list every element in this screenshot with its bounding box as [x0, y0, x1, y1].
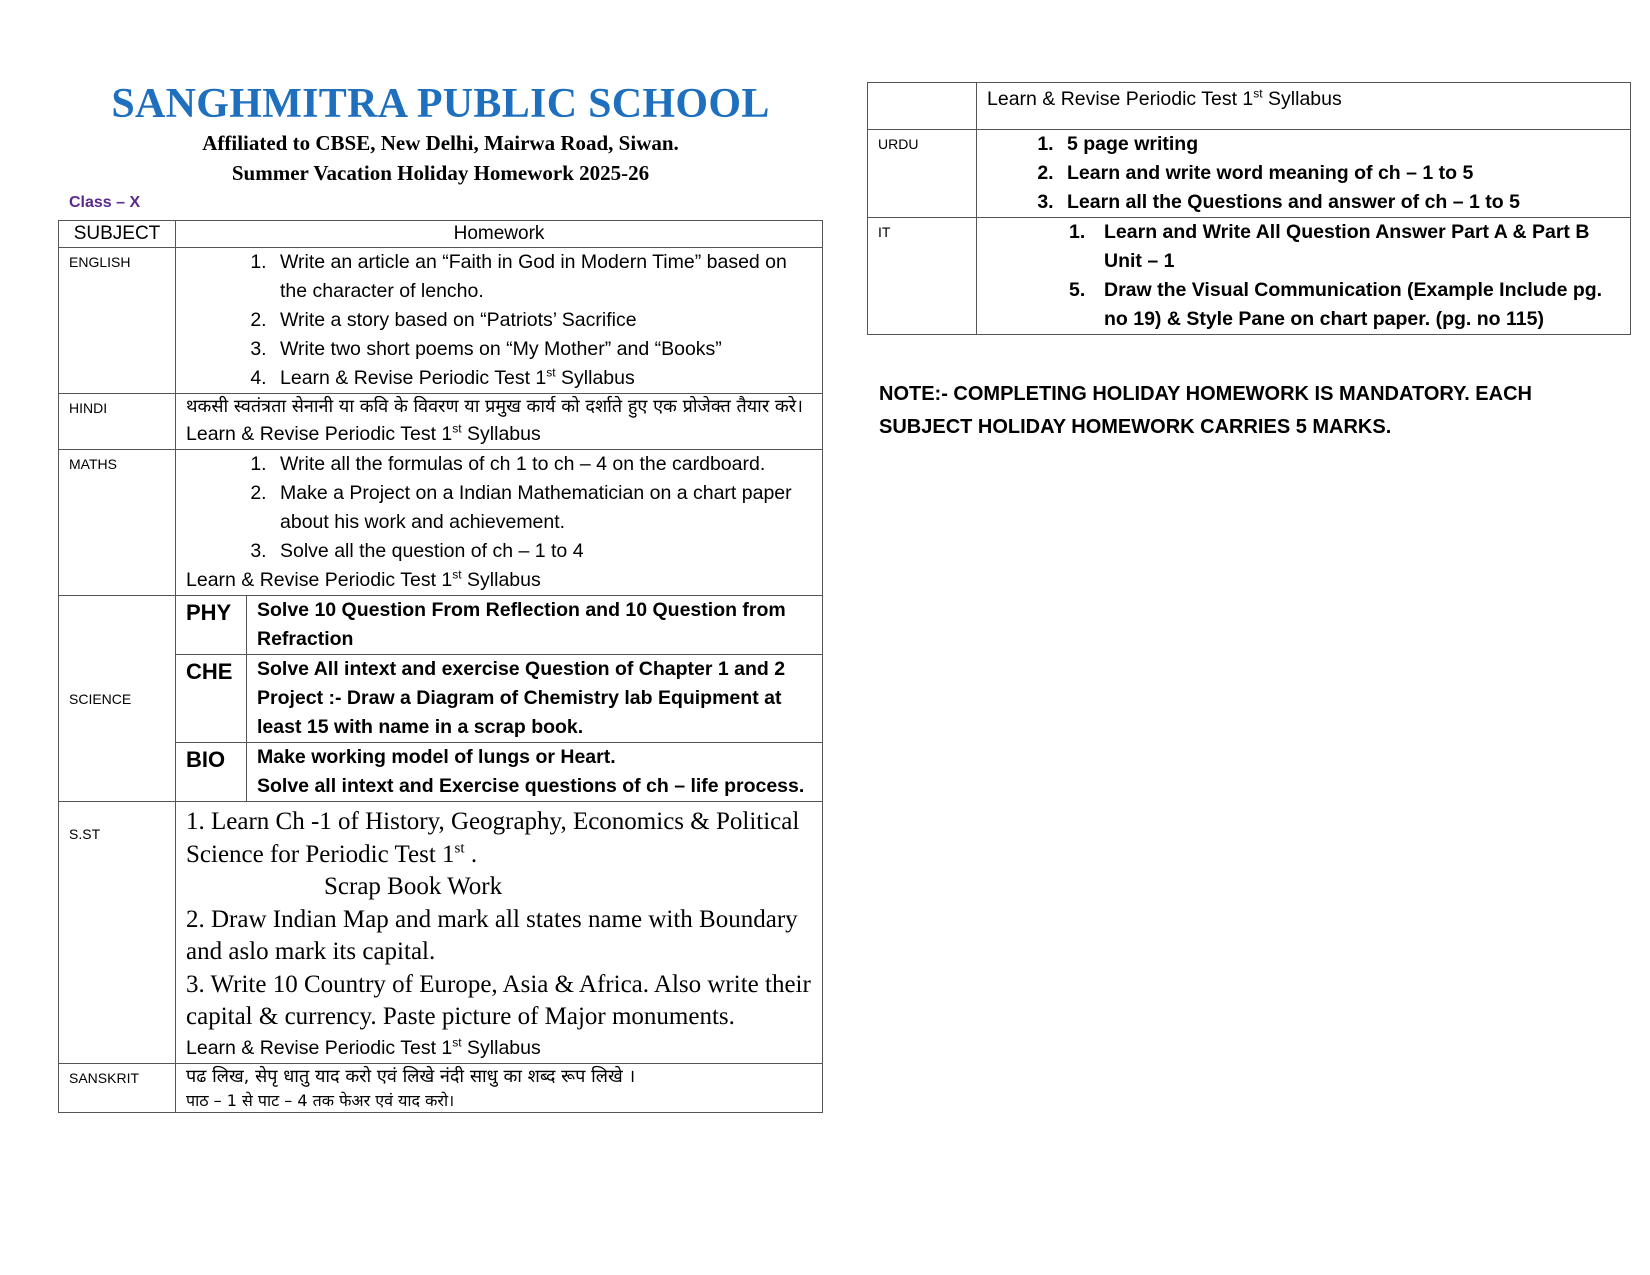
homework-science	[176, 596, 823, 802]
maths-revise: Learn & Revise Periodic Test 1st Syllabus	[186, 567, 541, 591]
homework-title: Summer Vacation Holiday Homework 2025-26	[231, 161, 650, 185]
affiliation-line: Affiliated to CBSE, New Delhi, Mairwa Road, Siwan.	[202, 131, 679, 155]
class-label: Class – X	[69, 194, 141, 211]
list-item: 3. Learn all the Questions and answer of ch – 1 to 5	[1059, 188, 1620, 217]
science-row-phy	[176, 596, 822, 655]
school-name: SANGHMITRA PUBLIC SCHOOL	[111, 81, 770, 127]
hindi-revise: Learn & Revise Periodic Test 1st Syllabus	[186, 421, 541, 445]
subject-maths: MATHS	[59, 450, 176, 596]
homework-sanskrit	[176, 1063, 823, 1112]
sst-scrap-book: Scrap Book Work	[324, 873, 503, 900]
subject-english: ENGLISH	[59, 248, 176, 394]
table-row-it	[868, 218, 1631, 335]
sst-line-1: 1. Learn Ch -1 of History, Geography, Economics & Political Science for Periodic Test 1st .	[186, 808, 800, 868]
phy-label: PHY	[176, 596, 247, 655]
list-item: 1. 5 page writing	[1059, 130, 1620, 159]
it-item-1: 1. Learn and Write All Question Answer Part A & Part B Unit – 1	[1069, 221, 1590, 272]
sst-line-2: 2. Draw Indian Map and mark all states name with Boundary and aslo mark its capital.	[186, 905, 798, 965]
science-row-bio	[176, 743, 822, 802]
table-row-maths	[59, 450, 823, 596]
table-row-urdu	[868, 130, 1631, 218]
che-label: CHE	[176, 655, 247, 743]
che-task	[247, 655, 823, 743]
side-top-revise: Learn & Revise Periodic Test 1st Syllabus	[977, 83, 1631, 130]
homework-maths	[176, 450, 823, 596]
homework-sst	[176, 802, 823, 1064]
che-line-1: Solve All intext and exercise Question of Chapter 1 and 2	[257, 658, 786, 680]
subject-urdu: URDU	[868, 130, 977, 218]
homework-table	[58, 220, 823, 1113]
table-row-hindi	[59, 394, 823, 450]
side-homework-table	[867, 82, 1631, 335]
list-item: 2. Make a Project on a Indian Mathematician on a chart paper about his work and achievement.	[272, 479, 812, 537]
subject-science: SCIENCE	[59, 596, 176, 802]
list-item: 1. Write an article an “Faith in God in Modern Time” based on the character of lencho.	[272, 248, 812, 306]
table-row-science	[59, 596, 823, 802]
table-header-row	[59, 221, 823, 248]
table-row-sanskrit	[59, 1063, 823, 1112]
subject-sst: S.ST	[59, 802, 176, 1064]
homework-hindi	[176, 394, 823, 450]
table-row-sst	[59, 802, 823, 1064]
che-line-2: Project :- Draw a Diagram of Chemistry lab Equipment at least 15 with name in a scrap book.	[257, 687, 782, 738]
sst-revise: Learn & Revise Periodic Test 1st Syllabus	[186, 1035, 541, 1059]
side-top-row	[868, 83, 1631, 130]
sst-line-3: 3. Write 10 Country of Europe, Asia & Africa. Also write their capital & currency. Paste picture of Major monuments.	[186, 970, 811, 1030]
subject-sanskrit: SANSKRIT	[59, 1063, 176, 1112]
bio-label: BIO	[176, 743, 247, 802]
bio-line-2: Solve all intext and Exercise questions of ch – life process.	[257, 775, 805, 797]
subject-column-header: SUBJECT	[59, 221, 176, 248]
it-item-2: 5. Draw the Visual Communication (Example Include pg. no 19) & Style Pane on chart paper. (pg. no 115)	[1069, 279, 1603, 330]
bio-task	[247, 743, 823, 802]
list-item: 4. Learn & Revise Periodic Test 1st Syllabus	[272, 364, 812, 393]
list-item: 3. Write two short poems on “My Mother” and “Books”	[272, 335, 812, 364]
science-subtable	[176, 596, 822, 801]
homework-column-header: Homework	[176, 221, 823, 248]
list-item: 3. Solve all the question of ch – 1 to 4	[272, 537, 812, 566]
subject-hindi: HINDI	[59, 394, 176, 450]
list-item: 2. Learn and write word meaning of ch – 1 to 5	[1059, 159, 1620, 188]
list-item: 1. Write all the formulas of ch 1 to ch – 4 on the cardboard.	[272, 450, 812, 479]
mandatory-note: NOTE:- COMPLETING HOLIDAY HOMEWORK IS MANDATORY. EACH SUBJECT HOLIDAY HOMEWORK CARRIES 5 MARKS.	[879, 383, 1532, 438]
sanskrit-line-1: पढ लिख, सेपृ धातु याद करो एवं लिखे नंदी साधु का शब्द रू‍प लिखे ।	[186, 1065, 636, 1087]
homework-english	[176, 248, 823, 394]
document-header	[58, 80, 823, 188]
homework-urdu	[977, 130, 1631, 218]
sanskrit-line-2: पाठ – 1 से पाट – 4 तक फेअर एवं याद करो।	[186, 1090, 455, 1110]
bio-line-1: Make working model of lungs or Heart.	[257, 746, 616, 768]
subject-it: IT	[868, 218, 977, 335]
homework-it	[977, 218, 1631, 335]
hindi-task: थकसी स्वतंत्रता सेनानी या कवि के विवरण या प्रमुख कार्य को दर्शाते हुए एक प्रोजेक्त तैयार करे।	[186, 396, 803, 417]
science-row-che	[176, 655, 822, 743]
side-top-empty-cell	[868, 83, 977, 130]
table-row-english	[59, 248, 823, 394]
phy-task: Solve 10 Question From Reflection and 10 Question from Refraction	[257, 599, 786, 650]
list-item: 2. Write a story based on “Patriots’ Sacrifice	[272, 306, 812, 335]
